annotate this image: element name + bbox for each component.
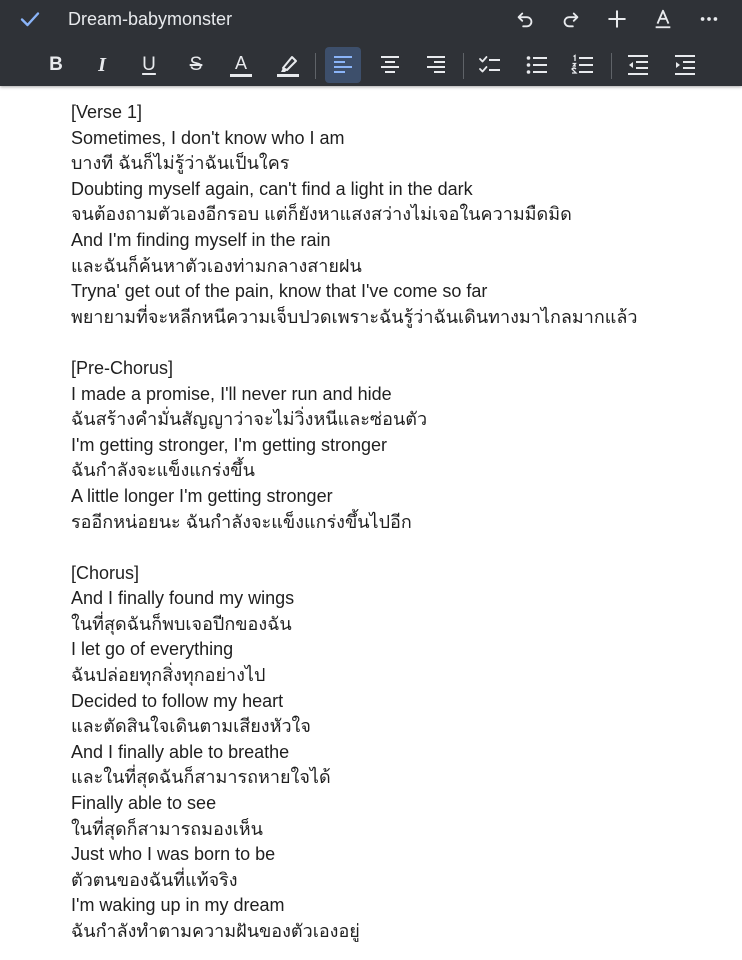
numbered-list-button[interactable] bbox=[565, 47, 601, 83]
text-color-label: A bbox=[234, 52, 247, 73]
lyric-line: บางที ฉันก็ไม่รู้ว่าฉันเป็นใคร bbox=[71, 153, 290, 174]
align-center-button[interactable] bbox=[372, 47, 408, 83]
lyric-line: พยายามที่จะหลีกหนีความเจ็บปวดเพราะฉันรู้ว่าฉันเดินทางมาไกลมากแล้ว bbox=[71, 306, 638, 327]
bulleted-list-icon bbox=[525, 54, 549, 76]
numbered-list-icon bbox=[571, 54, 595, 76]
bold-label: B bbox=[49, 54, 63, 75]
align-right-button[interactable] bbox=[418, 47, 454, 83]
lyric-line: ฉันสร้างคำมั่นสัญญาว่าจะไม่วิ่งหนีและซ่อนตัว bbox=[71, 409, 428, 430]
blank-line bbox=[71, 535, 711, 561]
lyric-line: [Pre-Chorus] bbox=[71, 357, 174, 378]
italic-button[interactable] bbox=[84, 47, 120, 83]
lyric-line: และในที่สุดฉันก็สามารถหายใจได้ bbox=[71, 767, 331, 788]
align-left-button[interactable] bbox=[325, 47, 361, 83]
lyric-line: และฉันก็ค้นหาตัวเองท่ามกลางสายฝน bbox=[71, 255, 362, 276]
highlighter-icon bbox=[275, 52, 301, 78]
lyric-line: Just who I was born to be bbox=[71, 844, 276, 865]
blank-line bbox=[71, 330, 711, 356]
format-toolbar bbox=[0, 47, 742, 85]
lyric-line: And I'm finding myself in the rain bbox=[71, 229, 331, 250]
lyric-line: ฉันกำลังทำตามความฝันของตัวเองอยู่ bbox=[71, 921, 360, 941]
lyric-line: I let go of everything bbox=[71, 639, 234, 660]
checklist-button[interactable] bbox=[472, 47, 508, 83]
text-color-button[interactable] bbox=[223, 47, 259, 83]
strikethrough-label: S bbox=[189, 54, 203, 75]
checklist-icon bbox=[478, 54, 502, 76]
lyric-line: ฉันปล่อยทุกสิ่งทุกอย่างไป bbox=[71, 665, 266, 686]
lyric-line: และตัดสินใจเดินตามเสียงหัวใจ bbox=[71, 716, 311, 737]
lyric-line: Finally able to see bbox=[71, 793, 217, 814]
underline-label: U bbox=[142, 54, 156, 75]
lyric-line: Sometimes, I don't know who I am bbox=[71, 127, 345, 148]
title-bar bbox=[0, 0, 742, 38]
italic-label: I bbox=[98, 53, 106, 76]
align-left-icon bbox=[332, 54, 354, 76]
lyric-line: รออีกหน่อยนะ ฉันกำลังจะแข็งแกร่งขึ้นไปอีก bbox=[71, 511, 412, 532]
editor-toolbar bbox=[0, 0, 742, 86]
increase-indent-icon bbox=[673, 54, 697, 76]
more-icon[interactable] bbox=[686, 4, 732, 34]
toolbar-divider bbox=[463, 53, 464, 79]
lyric-line: ตัวตนของฉันที่แท้จริง bbox=[71, 869, 238, 890]
strikethrough-button[interactable] bbox=[178, 47, 214, 83]
lyric-line: I'm waking up in my dream bbox=[71, 895, 285, 916]
lyric-line: A little longer I'm getting stronger bbox=[71, 485, 333, 506]
text-color-swatch bbox=[230, 74, 252, 77]
toolbar-divider bbox=[611, 53, 612, 79]
lyric-line: [Chorus] bbox=[71, 562, 140, 583]
toolbar-divider bbox=[315, 53, 316, 79]
lyric-line: จนต้องถามตัวเองอีกรอบ แต่ก็ยังหาแสงสว่างไม่เจอในความมืดมิด bbox=[71, 204, 572, 225]
lyric-line: Doubting myself again, can't find a light in the dark bbox=[71, 178, 473, 199]
align-right-icon bbox=[425, 54, 447, 76]
lyric-line: ฉันกำลังจะแข็งแกร่งขึ้น bbox=[71, 460, 255, 481]
decrease-indent-icon bbox=[626, 54, 650, 76]
lyric-line: ในที่สุดฉันก็พบเจอปีกของฉัน bbox=[71, 613, 292, 634]
lyric-line: I'm getting stronger, I'm getting stronger bbox=[71, 434, 388, 455]
lyric-line: And I finally found my wings bbox=[71, 588, 295, 609]
highlight-button[interactable] bbox=[270, 47, 306, 83]
decrease-indent-button[interactable] bbox=[620, 47, 656, 83]
increase-indent-button[interactable] bbox=[667, 47, 703, 83]
lyric-line: Tryna' get out of the pain, know that I've come so far bbox=[71, 281, 488, 302]
lyric-line: I made a promise, I'll never run and hide bbox=[71, 383, 392, 404]
redo-icon[interactable] bbox=[548, 4, 594, 34]
top-actions bbox=[502, 4, 732, 34]
lyric-line: ในที่สุดก็สามารถมองเห็น bbox=[71, 818, 263, 839]
document-title[interactable]: Dream-babymonster bbox=[68, 9, 233, 29]
check-icon[interactable] bbox=[18, 7, 42, 31]
lyric-line: Decided to follow my heart bbox=[71, 690, 284, 711]
text-format-icon[interactable] bbox=[640, 4, 686, 34]
insert-plus-icon[interactable] bbox=[594, 4, 640, 34]
document-body[interactable] bbox=[71, 100, 711, 945]
align-center-icon bbox=[379, 54, 401, 76]
undo-icon[interactable] bbox=[502, 4, 548, 34]
bold-button[interactable] bbox=[38, 47, 74, 83]
lyric-line: And I finally able to breathe bbox=[71, 741, 290, 762]
bulleted-list-button[interactable] bbox=[519, 47, 555, 83]
lyric-line: [Verse 1] bbox=[71, 102, 143, 122]
underline-button[interactable] bbox=[131, 47, 167, 83]
